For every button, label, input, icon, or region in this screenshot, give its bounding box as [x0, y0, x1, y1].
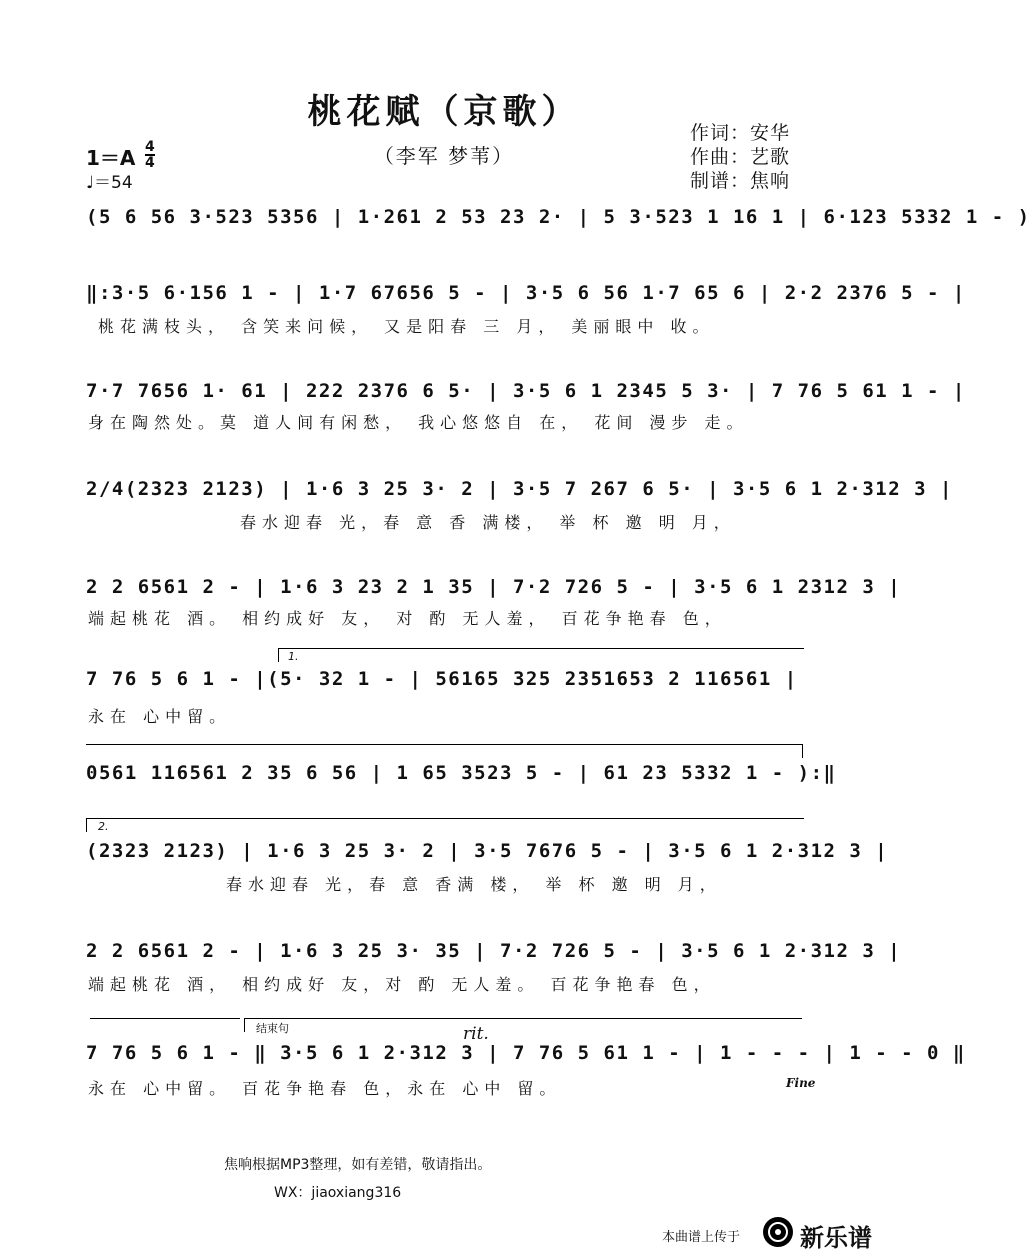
ending-2-marker: 2.: [98, 820, 109, 833]
ending-1-marker: 1.: [288, 650, 299, 663]
wechat-contact: WX：jiaoxiang316: [274, 1185, 402, 1201]
system-7-notes: 0561 116561 2 35 6 56 | 1 65 3523 5 - | 61 23 5332 1 - ):‖: [86, 762, 837, 784]
lyricist-credit: 作词：安华: [690, 122, 791, 144]
time-signature: [145, 140, 155, 170]
system-4-notes: 2/4(2323 2123) | 1·6 3 25 3· 2 | 3·5 7 267 6 5· | 3·5 6 1 2·312 3 |: [86, 478, 953, 500]
ritardando-marker: rit.: [463, 1024, 489, 1044]
system-1-notes: (5 6 56 3·523 5356 | 1·261 2 53 23 2· | 5 3·523 1 16 1 | 6·123 5332 1 - ): [86, 206, 1031, 228]
system-10-notes: 7 76 5 6 1 - ‖ 3·5 6 1 2·312 3 | 7 76 5 61 1 - | 1 - - - | 1 - - 0 ‖: [86, 1042, 966, 1064]
system-9-lyrics: 端起桃花 酒， 相约成好 友，对 酌 无人羞。 百花争艳春 色，: [88, 975, 716, 994]
system-4-lyrics: 春水迎春 光，春 意 香 满楼， 举 杯 邀 明 月，: [240, 513, 736, 532]
system-6-lyrics: 永在 心中留。: [88, 707, 232, 726]
ending-1-bracket: [278, 648, 804, 649]
transcription-note: 焦响根据MP3整理，如有差错，敬请指出。: [224, 1157, 492, 1173]
score-subtitle: （李军 梦苇）: [373, 144, 515, 168]
system-5-notes: 2 2 6561 2 - | 1·6 3 23 2 1 35 | 7·2 726 5 - | 3·5 6 1 2312 3 |: [86, 576, 902, 598]
record-logo-icon: [762, 1216, 794, 1248]
score-title: 桃花赋（京歌）: [307, 92, 581, 132]
ending-2-bracket: [86, 818, 804, 819]
ending-2-bracket-continued: [90, 1018, 240, 1019]
upload-note: 本曲谱上传于: [662, 1230, 741, 1245]
system-5-lyrics: 端起桃花 酒。 相约成好 友， 对 酌 无人羞， 百花争艳春 色，: [88, 609, 727, 628]
coda-marker: 结束句: [256, 1022, 289, 1035]
ending-1-bracket-edge: [278, 648, 279, 662]
fine-marker: Fine: [786, 1076, 816, 1090]
tempo-marking: ♩＝54: [86, 173, 133, 193]
system-8-notes: (2323 2123) | 1·6 3 25 3· 2 | 3·5 7676 5 - | 3·5 6 1 2·312 3 |: [86, 840, 889, 862]
system-9-notes: 2 2 6561 2 - | 1·6 3 25 3· 35 | 7·2 726 5 - | 3·5 6 1 2·312 3 |: [86, 940, 902, 962]
coda-bracket-edge: [244, 1018, 245, 1032]
brand-name[interactable]: 新乐谱: [800, 1224, 872, 1252]
ending-1-bracket-continued: [86, 744, 802, 745]
key-signature: 1＝A: [86, 146, 136, 170]
system-2-lyrics: 桃花满枝头， 含笑来问候， 又是阳春 三 月， 美丽眼中 收。: [98, 317, 715, 336]
coda-bracket: [244, 1018, 802, 1019]
system-8-lyrics: 春水迎春 光，春 意 香满 楼， 举 杯 邀 明 月，: [226, 875, 722, 894]
system-2-notes: ‖:3·5 6·156 1 - | 1·7 67656 5 - | 3·5 6 56 1·7 65 6 | 2·2 2376 5 - |: [86, 282, 966, 304]
system-10-lyrics: 永在 心中留。 百花争艳春 色，永在 心中 留。: [88, 1079, 562, 1098]
composer-credit: 作曲：艺歌: [690, 146, 791, 168]
ending-1-bracket-end: [802, 744, 803, 758]
system-3-lyrics: 身在陶然处。莫 道人间有闲愁， 我心悠悠自 在， 花间 漫步 走。: [88, 413, 749, 432]
system-3-notes: 7·7 7656 1· 61 | 222 2376 6 5· | 3·5 6 1 2345 5 3· | 7 76 5 61 1 - |: [86, 380, 966, 402]
system-6-notes: 7 76 5 6 1 - |(5· 32 1 - | 56165 325 2351653 2 116561 |: [86, 668, 798, 690]
time-signature-bottom: 4: [145, 155, 155, 171]
time-signature-top: 4: [145, 139, 155, 155]
ending-2-bracket-edge: [86, 818, 87, 832]
transcriber-credit: 制谱：焦响: [690, 170, 791, 192]
